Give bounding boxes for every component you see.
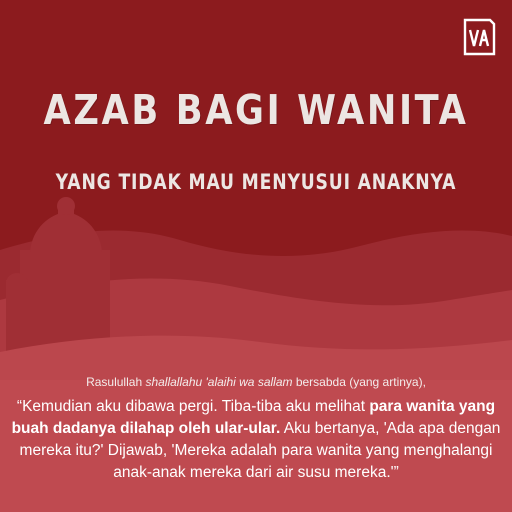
quote-bold: para wanita yang buah dadanya dilahap oleh ular-ular. — [11, 398, 496, 437]
quote-part2: Aku bertanya, 'Ada apa dengan mereka itu?' Dijawab, 'Mereka adalah para wanita yang menghalangi anak-anak mereka dari air susu mereka.'” — [19, 420, 501, 481]
publisher-logo-icon — [462, 18, 496, 56]
intro-honorific: shallallahu 'alaihi wa sallam — [145, 375, 293, 389]
intro-prefix: Rasulullah — [86, 375, 146, 389]
page-subtitle: YANG TIDAK MAU MENYUSUI ANAKNYA — [55, 170, 457, 194]
quote-part1: “Kemudian aku dibawa pergi. Tiba-tiba aku melihat — [16, 398, 370, 415]
hadith-intro — [0, 375, 512, 389]
page-title: AZAB BAGI WANITA — [43, 86, 469, 134]
hadith-quote — [0, 396, 512, 484]
intro-suffix: bersabda (yang artinya), — [292, 375, 426, 389]
